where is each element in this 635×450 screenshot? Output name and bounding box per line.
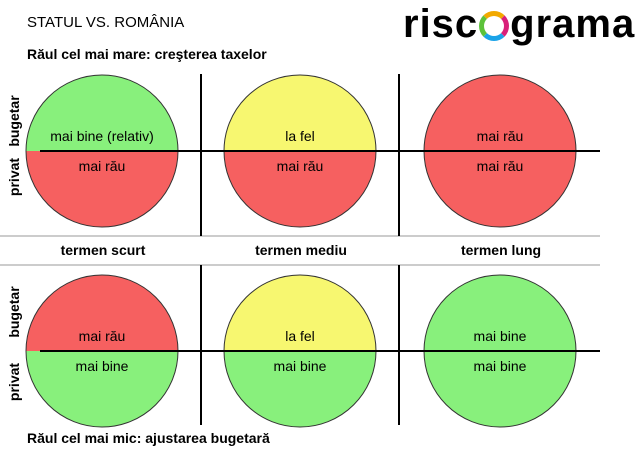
circle-top-scurt-bugetar-label: mai bine (relativ) xyxy=(50,128,154,144)
circle-top-mediu-bugetar-label: la fel xyxy=(285,128,315,144)
diagram-title: STATUL VS. ROMÂNIA xyxy=(27,14,185,31)
term-short-label: termen scurt xyxy=(60,242,146,258)
circle-bottom-lung-bugetar-label: mai bine xyxy=(473,328,527,344)
circle-top-scurt-privat-label: mai rău xyxy=(78,158,126,174)
circle-top-lung-privat-label: mai rău xyxy=(476,158,524,174)
circle-top-mediu-privat-label: mai rău xyxy=(276,158,324,174)
row-label-bugetar-bottom: bugetar xyxy=(6,286,22,338)
term-long-label: termen lung xyxy=(460,242,542,258)
circle-bottom-scurt-bugetar-label: mai rău xyxy=(78,328,126,344)
circle-top-lung-bugetar-label: mai rău xyxy=(476,128,524,144)
row-label-privat-bottom: privat xyxy=(6,362,22,402)
scenario-bottom-subtitle: Răul cel mai mic: ajustarea bugetară xyxy=(27,430,270,446)
circle-bottom-mediu-privat-label: mai bine xyxy=(273,358,327,374)
circle-bottom-mediu-bugetar-label: la fel xyxy=(285,328,315,344)
circle-bottom-scurt-privat-label: mai bine xyxy=(75,358,129,374)
scenario-top-subtitle: Răul cel mai mare: creşterea taxelor xyxy=(27,46,267,62)
row-label-bugetar-top: bugetar xyxy=(6,95,22,147)
row-label-privat-top: privat xyxy=(6,157,22,197)
circle-bottom-lung-privat-label: mai bine xyxy=(473,358,527,374)
term-medium-label: termen mediu xyxy=(255,242,347,258)
